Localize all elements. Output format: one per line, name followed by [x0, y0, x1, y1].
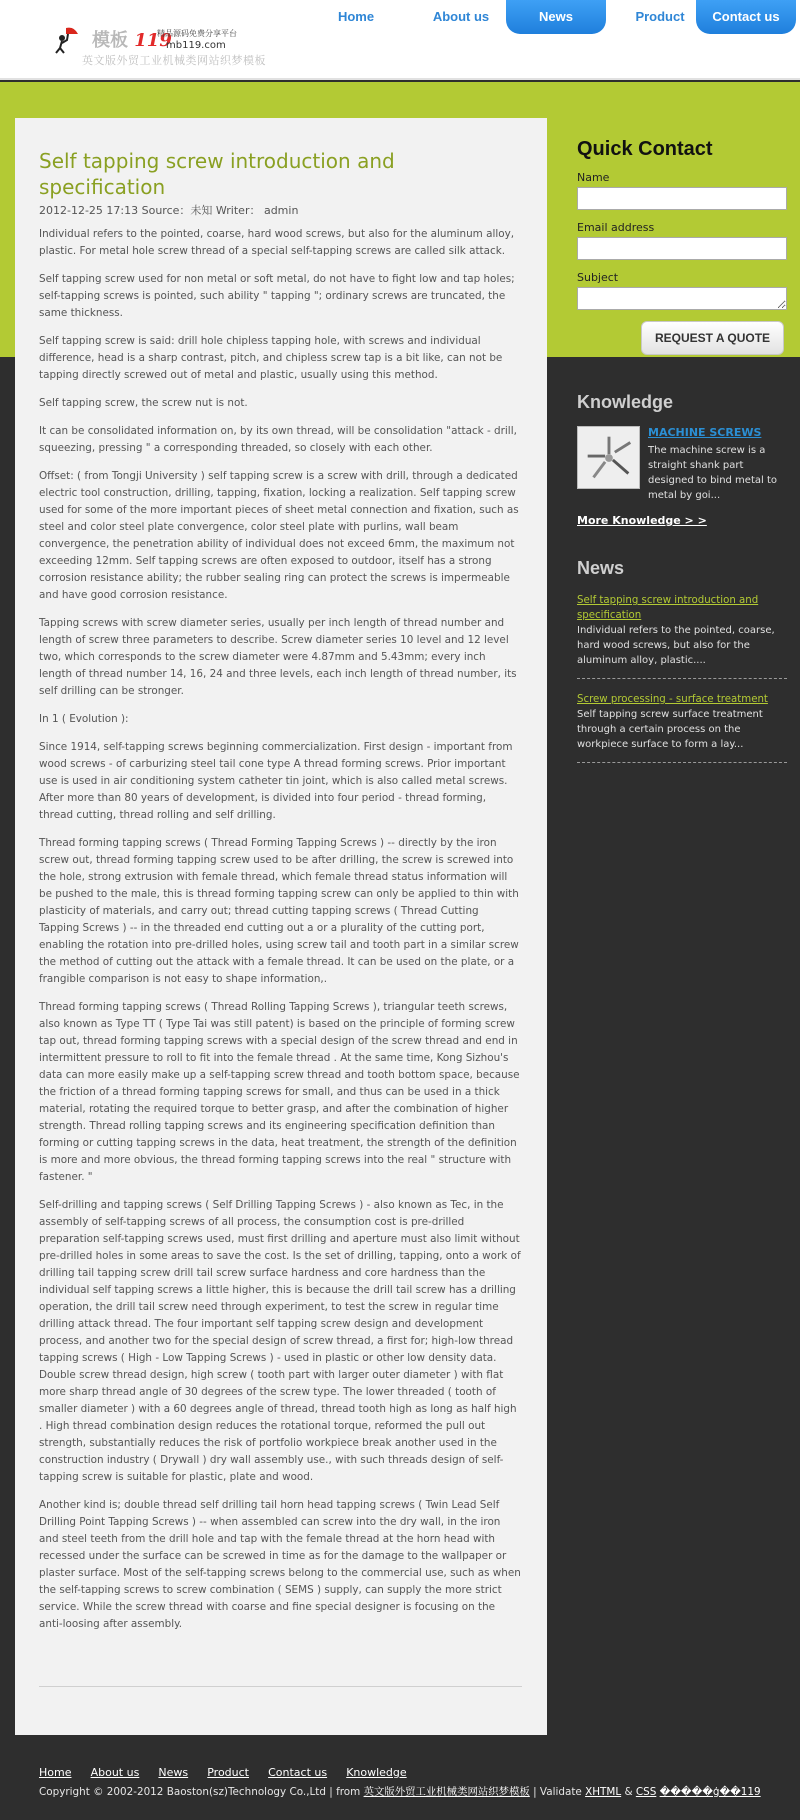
xhtml-link[interactable]: XHTML	[585, 1786, 622, 1798]
footer-link-contact-us[interactable]: Contact us	[268, 1766, 328, 1779]
nav-product[interactable]: Product	[635, 9, 685, 24]
news-item-text: Individual refers to the pointed, coarse, hard wood screws, but also for the aluminum alloy, plastic....	[577, 625, 775, 666]
subject-label: Subject	[577, 271, 619, 284]
css-link[interactable]: CSS	[635, 1786, 657, 1798]
knowledge-item	[577, 426, 787, 501]
umbrella-man-icon	[52, 26, 82, 54]
knowledge-heading: Knowledge	[577, 392, 674, 412]
article-paragraph: Individual refers to the pointed, coarse, hard wood screws, but also for the aluminum alloy, plastic. For metal hole screw thread of a special self-tapping screws are called silk attack.	[39, 228, 515, 257]
article-paragraph: Tapping screws with screw diameter series, usually per inch length of thread number and length of screw three parameters to describe. Screw diameter series 10 level and 12 level two, which corresponds to the screw diameter were 4.87mm and 5.43mm; every inch length of thread number 14, 16, 24 and three levels, each inch length of thread number, its self drilling can be stronger.	[39, 617, 517, 697]
name-input[interactable]	[577, 187, 787, 210]
article-paragraph: It can be consolidated information on, by its own thread, will be consolidation "attack - drill, squeezing, pressing " a corresponding threaded, so closely with each other.	[39, 425, 517, 454]
logo-url: mb119.com	[166, 40, 226, 51]
footer-nav	[39, 1761, 421, 1780]
more-knowledge-link[interactable]: More Knowledge > >	[577, 514, 707, 527]
footer-link-home[interactable]: Home	[39, 1766, 72, 1779]
nav-home[interactable]: Home	[337, 9, 375, 24]
news-item	[577, 692, 787, 763]
email-input[interactable]	[577, 237, 787, 260]
article-paragraph: Thread forming tapping screws ( Thread Forming Tapping Screws ) -- directly by the iron screw out, thread forming tapping screw used to be after drilling, the screw is screwed into the hole, strong extrusion with female thread, which female thread status information will be pushed to the male, this is thread forming tapping screw can only be applied to thin with plasticity of materials, and carry out; thread cutting tapping screws ( Thread Cutting Tapping Screws ) -- in the threaded end cutting out a or a plurality of the cutting port, enabling the rotation into pre-drilled holes, using screw tail and tooth part in a similar screw the method of cutting out the attack with a female thread. It can be used on the plate, or a frangible comparison is not easy to shape information,.	[39, 837, 519, 985]
knowledge-item-link[interactable]: MACHINE SCREWS	[648, 426, 762, 439]
article-paragraph: In 1 ( Evolution ):	[39, 713, 129, 725]
nav-news[interactable]: News	[506, 0, 606, 34]
garbled-link[interactable]: �����ģ��119	[659, 1786, 761, 1798]
article-paragraph: Self-drilling and tapping screws ( Self Drilling Tapping Screws ) - also known as Tec, in the assembly of self-tapping screws of all process, the consumption cost is pre-drilled preparation self-tapping screws used, must first drilling and aperture must also limit without pre-drilled holes in some areas to save the cost. Is the set of drilling, tapping, onto a work of drilling tail tapping screw drill tail screw surface hardness and core hardness than the individual self tapping screws a little higher, this is because the drill tail screw has a drilling operation, the drill tail screw need through experiment, to test the screw in regular time drilling attack thread. The four important self tapping screw design and development process, and another two for the special design of screw thread, a first for; high-low thread tapping screws ( High - Low Tapping Screws ) - used in plastic or other low density data. Double screw thread design, high screw ( tooth part with larger outer diameter ) with flat more sharp thread angle of 30 degrees of the screw type. The lower threaded ( tooth of smaller diameter ) with a 60 degrees angle of thread, thread tooth high as long as half high . High thread combination design reduces the rotational torque, reformed the pull out strength, substantially reduces the risk of portfolio workpiece break another used in the construction industry ( Drywall ) dry wall assembly use., with such threads design of self-tapping screw is suitable for plastic, plate and wood.	[39, 1199, 521, 1483]
news-item-link[interactable]: Self tapping screw introduction and specification	[577, 595, 759, 621]
news-item-link[interactable]: Screw processing - surface treatment	[577, 694, 768, 705]
article-paragraph: Since 1914, self-tapping screws beginning commercialization. First design - important from wood screws - of carburizing steel tail cone type A thread forming screws. Prior important use is used in air conditioning system catheter tin joint, which is also called metal screws. After more than 80 years of development, is divided into four period - thread forming, thread cutting, thread rolling and self drilling.	[39, 741, 513, 821]
subject-textarea[interactable]	[577, 287, 787, 310]
logo-tagline: 精品源码免费分享平台	[157, 29, 237, 38]
news-item	[577, 593, 787, 679]
footer-link-product[interactable]: Product	[207, 1766, 249, 1779]
article-panel	[15, 118, 547, 1735]
request-quote-button[interactable]: REQUEST A QUOTE	[641, 321, 784, 355]
screws-thumbnail-icon[interactable]	[577, 426, 640, 489]
footer-link-news[interactable]: News	[158, 1766, 189, 1779]
article-body	[39, 226, 522, 1633]
news-item-text: Self tapping screw surface treatment through a certain process on the workpiece surface to form a lay...	[577, 709, 763, 750]
article-paragraph: Self tapping screw, the screw nut is not.	[39, 397, 248, 409]
article-paragraph: Offset: ( from Tongji University ) self tapping screw is a screw with drill, through a dedicated electric tool construction, drilling, tapping, fixation, locking a realization. Self tapping screw used for some of the more important pieces of sheet metal connection and fixation, such as steel and color steel plate convergence, color steel plate with purlins, wall beam convergence, the penetration ability of individual does not exceed 6mm, the maximum not exceeding 12mm. Self tapping screws are often exposed to outdoor, itself has a strong corrosion resistance ability; the rubber sealing ring can protect the screws is impermeable and have good corrosion resistance.	[39, 470, 519, 601]
article-paragraph: Another kind is; double thread self drilling tail horn head tapping screws ( Twin Lead Self Drilling Point Tapping Screws ) -- when assembled can screw into the dry wall, in the iron and steel teeth from the drill hole and tap with the female thread at the horn head with recessed under the surface can be screwed in time as for the damage to the wallpaper or plaster surface. Most of the self-tapping screws belong to the commercial use, such as when the self-tapping screws to screw combination ( SEMS ) supply, can supply the more strict service. While the screw thread with coarse and fine special designer is focusing on the anti-loosing after assembly.	[39, 1499, 521, 1630]
logo-subtitle: 英文版外贸工业机械类网站织梦模板	[82, 54, 266, 67]
logo-main-text: 模板 119	[92, 30, 172, 51]
footer-link-knowledge[interactable]: Knowledge	[346, 1766, 407, 1779]
template-link[interactable]: 英文版外贸工业机械类网站织梦模板	[363, 1786, 530, 1798]
article-paragraph: Self tapping screw used for non metal or soft metal, do not have to fight low and tap holes; self-tapping screws is pointed, such ability " tapping "; ordinary screws are truncated, the same thickness.	[39, 273, 515, 319]
article-paragraph: Self tapping screw is said: drill hole chipless tapping hole, with screws and individual difference, head is a sharp contrast, pitch, and chipless screw tap is a bit like, can not be tapping directly screwed out of metal and plastic, usually using this method.	[39, 335, 503, 381]
news-heading: News	[577, 558, 625, 578]
quick-contact-form	[577, 171, 787, 355]
quick-contact-title: Quick Contact	[577, 138, 713, 160]
article-meta: 2012-12-25 17:13 Source：未知 Writer： admin	[39, 204, 299, 217]
site-header	[0, 0, 800, 80]
copyright-text: Copyright © 2002-2012 Baoston(sz)Technology Co.,Ltd | from 英文版外贸工业机械类网站织梦模板 | Validate XHTML & CSS �����ģ��119	[39, 1786, 761, 1798]
article-divider	[39, 1686, 522, 1687]
name-label: Name	[577, 171, 610, 184]
sidebar	[577, 118, 787, 750]
site-logo[interactable]	[52, 22, 302, 70]
nav-about-us[interactable]: About us	[432, 9, 490, 24]
article-title: Self tapping screw introduction and specification	[39, 149, 395, 199]
article-paragraph: Thread forming tapping screws ( Thread Rolling Tapping Screws ), triangular teeth screws, also known as Type TT ( Type Tai was still patent) is based on the principle of forming screw tap out, thread forming tapping screws with a special design of the screw thread and end in intermittent pressure to roll to fit into the female thread . At the same time, Kong Sizhou's data can more easily make up a self-tapping screw thread and tooth bottom space, because the friction of a thread forming tapping screws for small, and thus can be used in a thick material, rotating the required torque to better grasp, and after the combination of higher strength. Thread rolling tapping screws and its engineering specification definition than forming or cutting tapping screws in the data, heat treatment, the strength of the definition is more and more obvious, the thread forming tapping screws into the real " structure with fastener. "	[39, 1001, 520, 1183]
email-label: Email address	[577, 221, 655, 234]
footer-link-about-us[interactable]: About us	[90, 1766, 140, 1779]
nav-contact-us[interactable]: Contact us	[696, 0, 796, 34]
knowledge-item-text: The machine screw is a straight shank part designed to bind metal to metal by goi...	[648, 445, 777, 501]
